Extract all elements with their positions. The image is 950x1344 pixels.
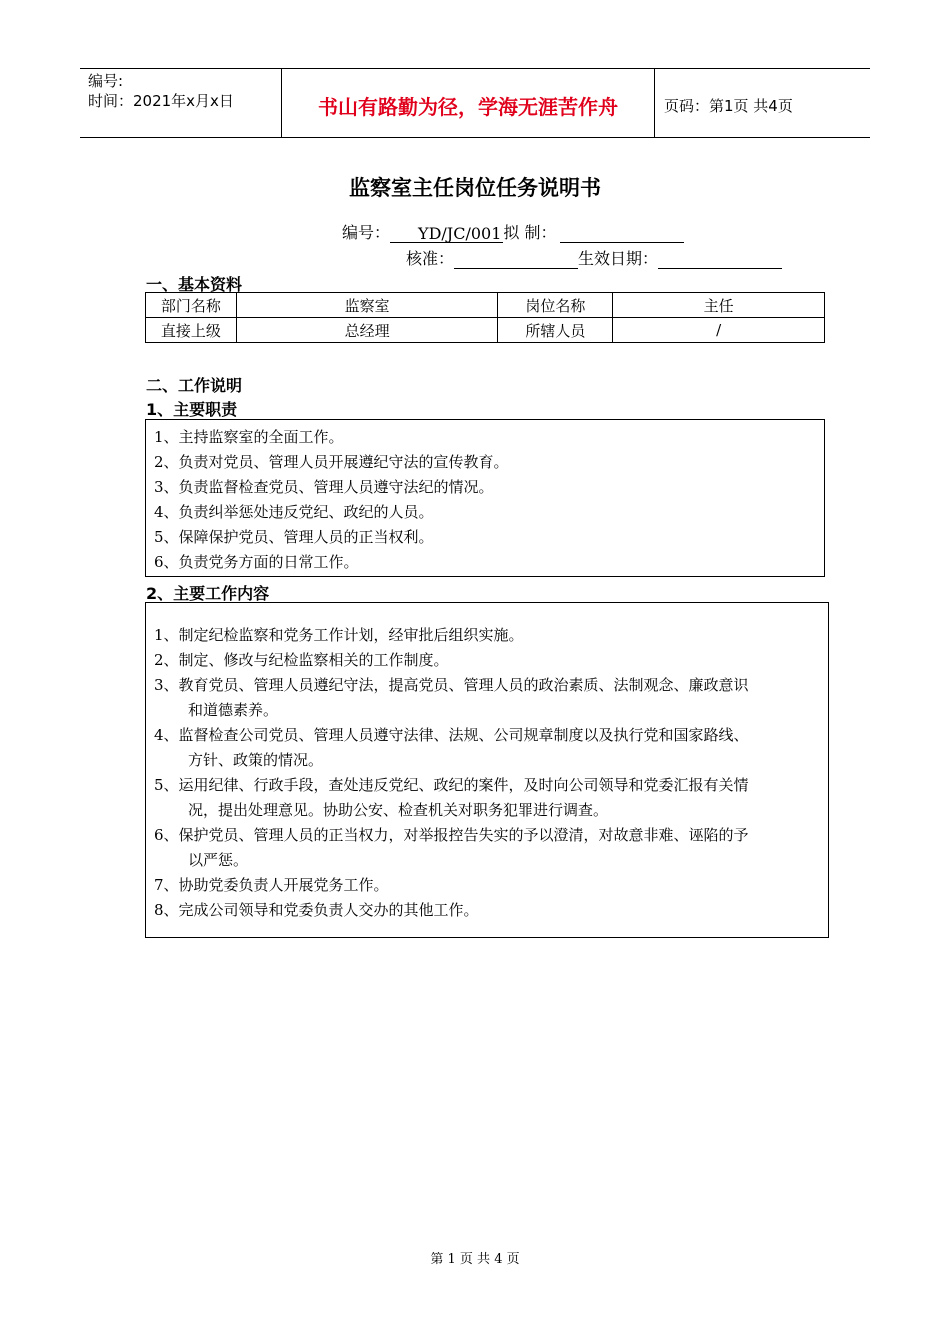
duties-box [145,419,825,577]
basic-info-table [145,292,825,343]
table-cell: 直接上级 [146,318,237,343]
duties-heading: 1、主要职责 [146,400,238,419]
table-cell: 监察室 [236,293,498,318]
list-item: 2、负责对党员、管理人员开展遵纪守法的宣传教育。 [154,453,509,471]
work-content-heading: 2、主要工作内容 [146,584,270,603]
code-label: 编号： [342,223,391,242]
list-item-continuation: 方针、政策的情况。 [188,751,324,769]
list-item: 6、保护党员、管理人员的正当权力，对举报控告失实的予以澄清，对故意非难、诬陷的予 [154,826,749,844]
list-item-continuation: 以严惩。 [188,851,249,869]
approver-label: 核准： [406,249,455,268]
work-content-box [145,602,829,938]
list-item: 3、教育党员、管理人员遵纪守法，提高党员、管理人员的政治素质、法制观念、廉政意识 [154,676,749,694]
header-page-info: 页码：第1页 共4页 [664,97,793,115]
effective-date-label: 生效日期： [578,249,659,268]
document-title: 监察室主任岗位任务说明书 [349,176,601,200]
table-cell: 主任 [613,293,825,318]
list-item: 1、主持监察室的全面工作。 [154,428,344,446]
drafter-label: 拟 制： [503,223,557,242]
list-item: 8、完成公司领导和党委负责人交办的其他工作。 [154,901,479,919]
page-footer: 第 1 页 共 4 页 [430,1252,520,1267]
table-cell: 岗位名称 [498,293,613,318]
header-divider [654,69,655,137]
page-header [80,68,870,138]
list-item: 7、协助党委负责人开展党务工作。 [154,876,389,894]
list-item: 5、运用纪律、行政手段，查处违反党纪、政纪的案件，及时向公司领导和党委汇报有关情 [154,776,749,794]
table-row [146,293,825,318]
drafter-blank [560,224,684,243]
table-cell: 所辖人员 [498,318,613,343]
header-motto: 书山有路勤为径，学海无涯苦作舟 [318,95,618,119]
list-item: 2、制定、修改与纪检监察相关的工作制度。 [154,651,449,669]
header-number-label: 编号: [88,72,124,90]
list-item: 4、负责纠举惩处违反党纪、政纪的人员。 [154,503,434,521]
list-item: 3、负责监督检查党员、管理人员遵守法纪的情况。 [154,478,494,496]
list-item: 6、负责党务方面的日常工作。 [154,553,359,571]
list-item: 4、监督检查公司党员、管理人员遵守法律、法规、公司规章制度以及执行党和国家路线、 [154,726,749,744]
table-row [146,318,825,343]
header-left [88,71,278,111]
section-basic-info-heading: 一、基本资料 [146,275,243,294]
list-item: 5、保障保护党员、管理人员的正当权利。 [154,528,434,546]
table-cell: / [613,318,825,343]
approval-line [406,246,782,269]
code-line [342,220,684,243]
list-item: 1、制定纪检监察和党务工作计划，经审批后组织实施。 [154,626,524,644]
approver-blank [454,250,578,269]
section-work-heading: 二、工作说明 [146,376,243,395]
table-cell: 部门名称 [146,293,237,318]
table-cell: 总经理 [236,318,498,343]
effective-date-blank [658,250,782,269]
code-value: YD/JC/001 [390,224,503,243]
list-item-continuation: 况，提出处理意见。协助公安、检查机关对职务犯罪进行调查。 [188,801,609,819]
header-time-label: 时间：2021年x月x日 [88,92,234,110]
list-item-continuation: 和道德素养。 [188,701,279,719]
